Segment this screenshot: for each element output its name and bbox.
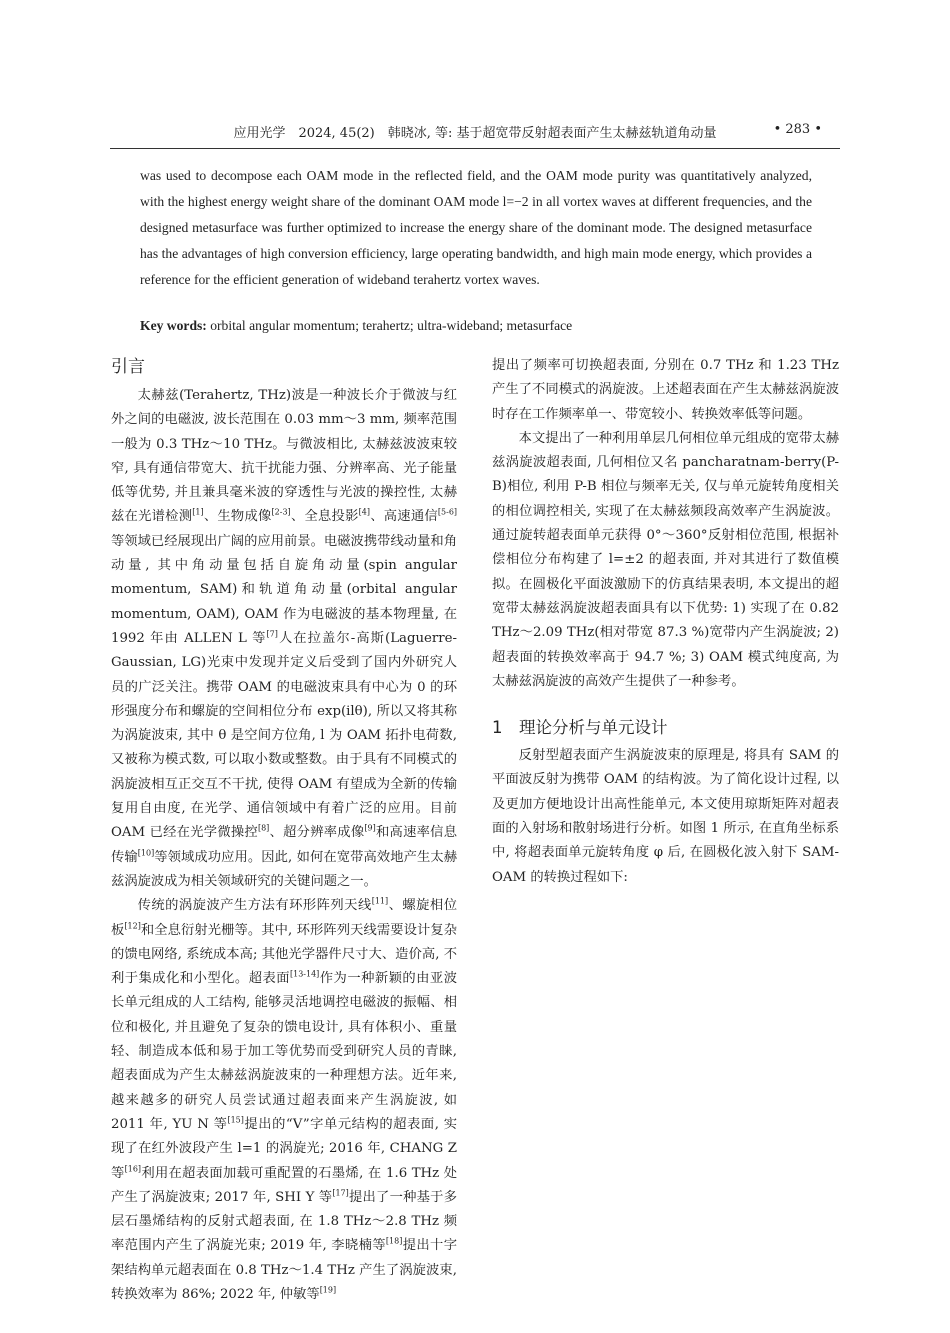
intro-paragraph-3: 本文提出了一种利用单层几何相位单元组成的宽带太赫兹涡旋波超表面, 几何相位又名 pancharatnam-berry(P-B)相位, 利用 P-B 相位与频率无关, 仅与单元旋转角度相关的相位调控相关, 实现了在太赫兹频段高效率产生涡旋波。通过旋转超表面单元获得 0°～360°反射相位范围, 根据补偿相位分布构建了 l=±2 的超表面, 并对其进行了数值模拟。在圆极化平面波激励下的仿真结果表明, 本文提出的超宽带太赫兹涡旋波超表面具有以下优势: 1) 实现了在 0.82 THz～2.09 THz(相对带宽 87.3 %)宽带内产生涡旋波; 2) 超表面的转换效率高于 94.7 %; 3) OAM 模式纯度高, 为太赫兹涡旋波的高效产生提供了一种参考。	[492, 430, 839, 689]
intro-heading: 引言	[111, 357, 145, 377]
running-header	[110, 120, 840, 149]
citation[interactable]: [4]	[358, 508, 370, 518]
section-1-heading: 1 理论分析与单元设计	[492, 718, 668, 738]
citation[interactable]: [9]	[364, 823, 376, 833]
abstract-continued: was used to decompose each OAM mode in the reflected field, and the OAM mode purity was quantitatively analyzed, with the highest energy weight share of the dominant OAM mode l=−2 in all vortex waves at different frequencies, and the designed metasurface was further optimized to increase the energy share of the dominant mode. The designed metasurface has the advantages of high conversion efficiency, large operating bandwidth, and high main mode energy, which provides a reference for the efficient generation of wideband terahertz vortex waves.	[140, 168, 812, 287]
citation[interactable]: [16]	[124, 1164, 142, 1174]
citation[interactable]: [1]	[192, 508, 204, 518]
citation[interactable]: [10]	[137, 848, 155, 858]
intro-paragraph-2: 传统的涡旋波产生方法有环形阵列天线[11]、螺旋相位板[12]和全息衍射光栅等。其中, 环形阵列天线需要设计复杂的馈电网络, 系统成本高; 其他光学器件尺寸大、造价高, 不利于集成化和小型化。超表面[13-14]作为一种新颖的由亚波长单元组成的人工结构, 能够灵活地调控电磁波的振幅、相位和极化, 并且避免了复杂的馈电设计, 具有体积小、重量轻、制造成本低和易于加工等优势而受到研究人员的青睐, 超表面成为产生太赫兹涡旋波束的一种理想方法。近年来, 越来越多的研究人员尝试通过超表面来产生涡旋波, 如 2011 年, YU N 等[15]提出的“V”字单元结构的超表面, 实现了在红外波段产生 l=1 的涡旋光; 2016 年, CHANG Z 等[16]利用在超表面加载可重配置的石墨烯, 在 1.6 THz 处产生了涡旋波束; 2017 年, SHI Y 等[17]提出了一种基于多层石墨烯结构的反射式超表面, 在 1.8 THz～2.8 THz 频率范围内产生了涡旋光束; 2019 年, 李晓楠等[18]提出十字架结构单元超表面在 0.8 THz～1.4 THz 产生了涡旋波束, 转换效率为 86%; 2022 年, 仲敏等[19]	[111, 896, 458, 1302]
citation[interactable]: [18]	[385, 1236, 403, 1246]
keywords	[140, 318, 820, 334]
intro-paragraph-2-continued: 提出了频率可切换超表面, 分别在 0.7 THz 和 1.23 THz 产生了不同模式的涡旋波。上述超表面在产生太赫兹涡旋波时存在工作频率单一、带宽较小、转换效率低等问题。	[492, 358, 839, 422]
section-1-paragraph-1: 反射型超表面产生涡旋波束的原理是, 将具有 SAM 的平面波反射为携带 OAM 的结构波。为了简化设计过程, 以及更加方便地设计出高性能单元, 本文使用琼斯矩阵对超表面的入射场和散射场进行分析。如图 1 所示, 在直角坐标系中, 将超表面单元旋转角度 φ 后, 在圆极化波入射下 SAM-OAM 的转换过程如下:	[492, 748, 839, 885]
right-column	[492, 354, 839, 890]
citation[interactable]: [19]	[319, 1285, 337, 1295]
citation[interactable]: [12]	[124, 921, 141, 931]
citation[interactable]: [5-6]	[437, 508, 458, 518]
citation[interactable]: [8]	[257, 823, 270, 833]
page-number: • 283 •	[773, 122, 822, 137]
citation[interactable]: [17]	[332, 1188, 349, 1198]
citation[interactable]: [15]	[227, 1115, 244, 1125]
intro-paragraph-1: 太赫兹(Terahertz, THz)波是一种波长介于微波与红外之间的电磁波, 波长范围在 0.03 mm～3 mm, 频率范围一般为 0.3 THz～10 THz。与微波相比, 太赫兹波波束较窄, 具有通信带宽大、抗干扰能力强、分辨率高、光子能量低等优势, 并且兼具毫米波的穿透性与光波的操控性, 太赫兹在光谱检测[1]、生物成像[2-3]、全息投影[4]、高速通信[5-6]等领域已经展现出广阔的应用前景。电磁波携带线动量和角动量, 其中角动量包括自旋角动量(spin angular momentum, SAM)和轨道角动量(orbital angular momentum, OAM), OAM 作为电磁波的基本物理量, 在 1992 年由 ALLEN L 等[7]人在拉盖尔-高斯(Laguerre-Gaussian, LG)光束中发现并定义后受到了国内外研究人员的广泛关注。携带 OAM 的电磁波束具有中心为 0 的环形强度分布和螺旋的空间相位分布 exp(ilθ), 所以又将其称为涡旋波束, 其中 θ 是空间方位角, l 为 OAM 拓扑电荷数, 又被称为模式数, 可以取小数或整数。由于具有不同模式的涡旋波相互正交互不干扰, 使得 OAM 有望成为全新的传输复用自由度, 在光学、通信领域中有着广泛的应用。目前 OAM 已经在光学微操控[8]、超分辨率成像[9]和高速率信息传输[10]等领域成功应用。因此, 如何在宽带高效地产生太赫兹涡旋波成为相关领域研究的关键问题之一。	[111, 388, 458, 889]
citation[interactable]: [7]	[266, 629, 278, 639]
citation[interactable]: [13-14]	[290, 969, 320, 979]
running-title: 应用光学 2024, 45(2) 韩晓冰, 等: 基于超宽带反射超表面产生太赫兹轨道角动量	[233, 126, 717, 141]
keywords-text: orbital angular momentum; terahertz; ultra-wideband; metasurface	[206, 318, 573, 333]
keywords-label: Key words:	[140, 318, 207, 333]
citation[interactable]: [11]	[371, 896, 389, 906]
left-column	[111, 354, 457, 1307]
citation[interactable]: [2-3]	[271, 508, 291, 518]
